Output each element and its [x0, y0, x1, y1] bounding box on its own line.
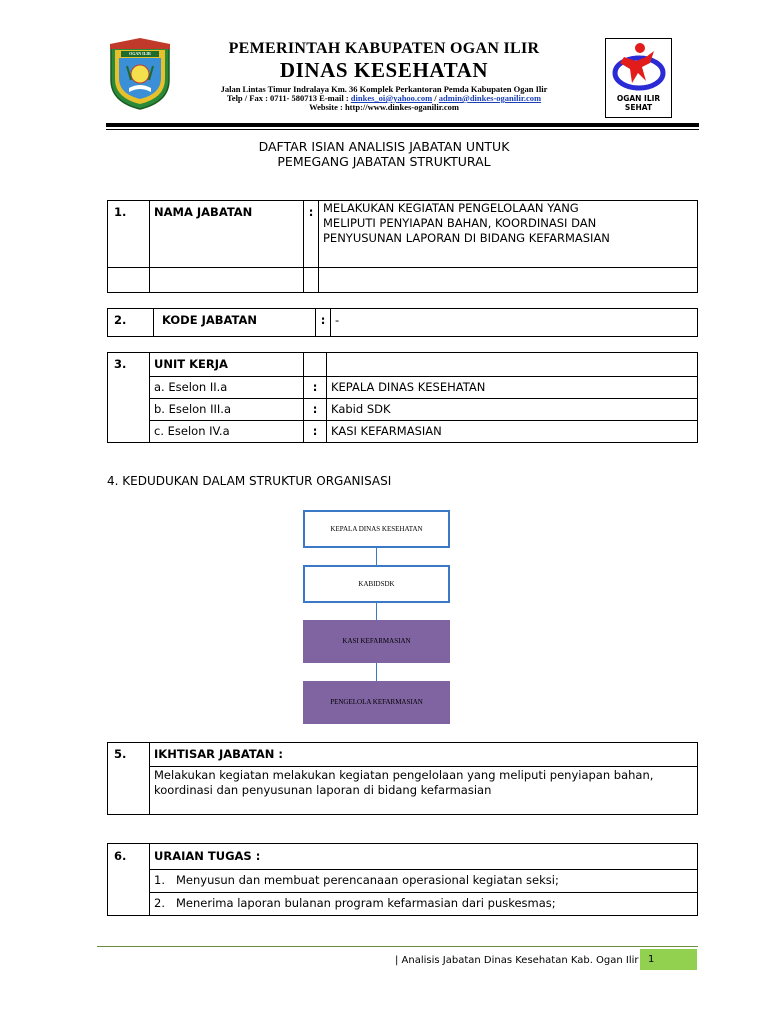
empty-cell — [108, 870, 150, 893]
unit-row-value: Kabid SDK — [327, 399, 698, 421]
section-5-label: IKHTISAR JABATAN : — [150, 743, 698, 767]
contact-prefix: Telp / Fax : 0711- 580713 E-mail : — [226, 93, 351, 103]
section-1-label: NAMA JABATAN — [150, 201, 304, 268]
website-line: Website : http://www.dinkes-oganilir.com — [309, 102, 459, 112]
section-1-value — [319, 201, 698, 268]
header-rule-thin — [106, 129, 699, 130]
empty-cell — [108, 268, 150, 293]
task-item-number: 2. — [154, 896, 165, 910]
empty-cell — [108, 399, 150, 421]
section-2-number: 2. — [108, 309, 154, 337]
right-logo-text-1: OGAN ILIR — [616, 94, 661, 103]
address-line: Jalan Lintas Timur Indralaya Km. 36 Komplek Perkantoran Pemda Kabupaten Ogan Ilir — [220, 84, 548, 94]
section-4-title: 4. KEDUDUKAN DALAM STRUKTUR ORGANISASI — [107, 474, 392, 488]
footer-rule — [97, 946, 698, 947]
empty-cell — [304, 353, 327, 377]
empty-cell — [150, 268, 304, 293]
section-1-value-line-1: MELAKUKAN KEGIATAN PENGELOLAAN YANG — [323, 201, 579, 215]
agency-name: DINAS KESEHATAN — [279, 58, 489, 82]
section-2-label: KODE JABATAN — [154, 309, 316, 337]
empty-cell — [319, 268, 698, 293]
unit-row-value: KEPALA DINAS KESEHATAN — [327, 377, 698, 399]
org-connector — [376, 548, 377, 565]
section-1-value-line-3: PENYUSUNAN LAPORAN DI BIDANG KEFARMASIAN — [323, 231, 610, 245]
section-1-table — [107, 200, 698, 293]
empty-cell — [327, 353, 698, 377]
email-separator: / — [432, 93, 439, 103]
email-link-2[interactable]: admin@dinkes-oganilir.com — [438, 93, 542, 103]
empty-cell — [108, 767, 150, 815]
empty-cell — [108, 893, 150, 916]
section-5-text-line-2: koordinasi dan penyusunan laporan di bidang kefarmasian — [154, 783, 492, 797]
section-2-colon: : — [316, 309, 331, 337]
section-1-colon: : — [304, 201, 319, 268]
unit-row-label: b. Eselon III.a — [150, 399, 304, 421]
document-title-line-1: DAFTAR ISIAN ANALISIS JABATAN UNTUK — [258, 139, 510, 154]
org-box-kepala-dinas: KEPALA DINAS KESEHATAN — [303, 510, 450, 548]
document-title-line-2: PEMEGANG JABATAN STRUKTURAL — [277, 154, 491, 169]
section-5-table — [107, 742, 698, 815]
section-3-label: UNIT KERJA — [150, 353, 304, 377]
section-6-table — [107, 843, 698, 916]
section-2-table — [107, 308, 698, 337]
unit-row-colon: : — [304, 421, 327, 443]
unit-row-colon: : — [304, 377, 327, 399]
section-5-number: 5. — [108, 743, 150, 767]
empty-cell — [108, 421, 150, 443]
empty-cell — [108, 377, 150, 399]
org-box-pengelola-kefarmasian: PENGELOLA KEFARMASIAN — [303, 681, 450, 724]
right-logo-text-2: SEHAT — [624, 103, 653, 112]
section-5-text — [150, 767, 698, 815]
email-link-1[interactable]: dinkes_oi@yahoo.com — [350, 93, 433, 103]
section-3-number: 3. — [108, 353, 150, 377]
unit-row-value: KASI KEFARMASIAN — [327, 421, 698, 443]
task-item — [150, 870, 698, 893]
task-item-text: Menyusun dan membuat perencanaan operasional kegiatan seksi; — [176, 873, 559, 887]
section-3-table — [107, 352, 698, 443]
section-1-number: 1. — [108, 201, 150, 268]
unit-row-label: c. Eselon IV.a — [150, 421, 304, 443]
section-6-number: 6. — [108, 844, 150, 870]
section-2-value: - — [331, 309, 698, 337]
task-item-text: Menerima laporan bulanan program kefarmasian dari puskesmas; — [176, 896, 556, 910]
government-name: PEMERINTAH KABUPATEN OGAN ILIR — [228, 40, 540, 57]
footer-text: | Analisis Jabatan Dinas Kesehatan Kab. Ogan Ilir — [395, 955, 639, 966]
task-item-number: 1. — [154, 873, 165, 887]
header-rule-thick — [106, 123, 699, 127]
task-item — [150, 893, 698, 916]
org-connector — [376, 663, 377, 681]
org-box-kasi-kefarmasian: KASI KEFARMASIAN — [303, 620, 450, 663]
org-connector — [376, 603, 377, 620]
org-box-kabid-sdk: KABIDSDK — [303, 565, 450, 603]
page-number: 1 — [640, 949, 697, 970]
section-5-text-line-1: Melakukan kegiatan melakukan kegiatan pengelolaan yang meliputi penyiapan bahan, — [154, 768, 654, 782]
unit-row-colon: : — [304, 399, 327, 421]
empty-cell — [304, 268, 319, 293]
unit-row-label: a. Eselon II.a — [150, 377, 304, 399]
section-6-label: URAIAN TUGAS : — [150, 844, 698, 870]
left-logo-caption: OGAN ILIR — [129, 51, 151, 56]
section-1-value-line-2: MELIPUTI PENYIAPAN BAHAN, KOORDINASI DAN — [323, 216, 597, 230]
